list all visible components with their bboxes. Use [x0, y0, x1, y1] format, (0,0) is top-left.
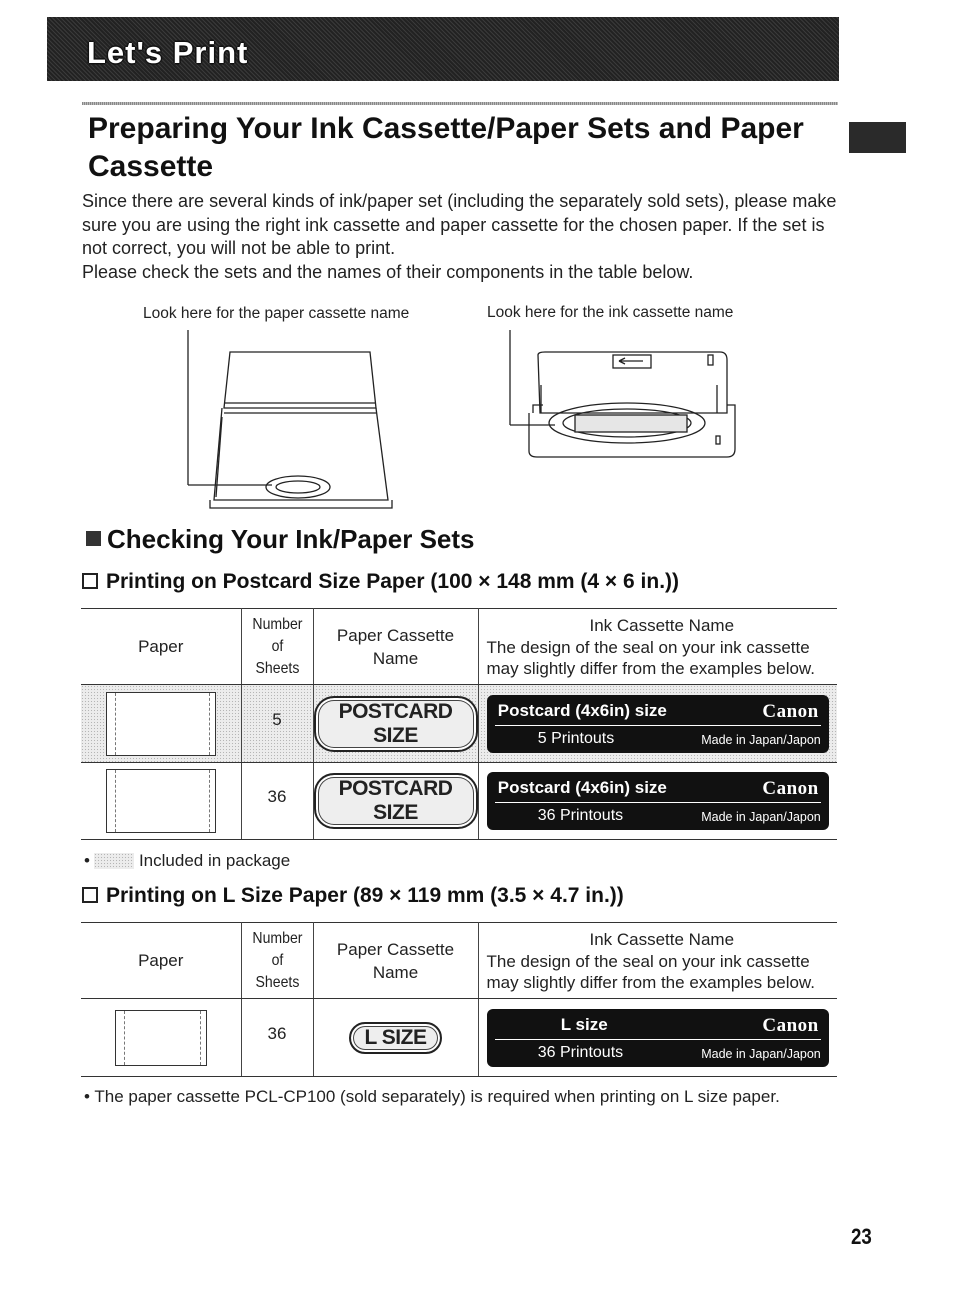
paper-thumbnail-cell [81, 685, 241, 763]
intro-paragraph: Since there are several kinds of ink/paper set (including the separately sold sets), please make sure you are using the right ink cassette and paper cassette for the chosen paper. If the set is not correct, you will not be able to print. [82, 191, 837, 258]
cassette-label-badge: POSTCARD SIZE [314, 773, 478, 829]
seal-origin: Made in Japan/Japon [701, 732, 821, 747]
checkbox-outline-icon [82, 887, 98, 903]
page-title: Preparing Your Ink Cassette/Paper Sets and Paper Cassette [88, 112, 804, 183]
canon-logo: Canon [762, 1014, 819, 1036]
seal-title: L size [560, 1014, 608, 1034]
seal-count: 5 Printouts [537, 729, 615, 747]
header-paper: Paper [81, 923, 241, 999]
ink-seal [487, 772, 829, 830]
table-header-row [81, 923, 837, 999]
sheets-cell: 36 [241, 999, 313, 1077]
header-sheets: Number of Sheets [241, 923, 313, 999]
seal-title: Postcard (4x6in) size [497, 700, 667, 720]
banner-title: Let's Print [87, 35, 249, 70]
seal-count: 36 Printouts [537, 1043, 624, 1061]
table-header-row [81, 609, 837, 685]
ink-seal-cell [478, 763, 837, 840]
section-title [86, 524, 475, 555]
table-row [81, 685, 837, 763]
lsize-note: • The paper cassette PCL-CP100 (sold separately) is required when printing on L size paper. [84, 1087, 780, 1106]
cassette-label-badge: L SIZE [349, 1022, 443, 1054]
postcard-subtitle [82, 570, 679, 594]
paper-cassette-cell [313, 999, 478, 1077]
ink-seal [487, 695, 829, 753]
table-row [81, 763, 837, 840]
ink-cassette-caption: Look here for the ink cassette name [487, 304, 734, 321]
cassette-label-badge: POSTCARD SIZE [314, 696, 478, 752]
lsize-sets-table [81, 922, 837, 1077]
seal-count: 36 Printouts [537, 807, 624, 824]
paper-sheet-icon [106, 692, 216, 756]
ink-seal-cell [478, 999, 837, 1077]
lsize-subtitle-text: Printing on L Size Paper (89 × 119 mm (3.5 × 4.7 in.)) [106, 884, 624, 907]
page-banner [47, 17, 839, 81]
paper-cassette-illustration [180, 325, 395, 510]
paper-sheet-icon [106, 769, 216, 833]
checkbox-outline-icon [82, 573, 98, 589]
ink-cassette-illustration [505, 325, 740, 460]
square-bullet-icon [86, 531, 101, 546]
header-paper-cassette: Paper Cassette Name [313, 923, 478, 999]
canon-logo: Canon [762, 700, 819, 722]
paper-thumbnail-cell [81, 763, 241, 840]
ink-seal-cell [478, 685, 837, 763]
header-sheets: Number of Sheets [241, 609, 313, 685]
legend-text: Included in package [138, 851, 291, 870]
canon-logo: Canon [762, 778, 819, 799]
seal-origin: Made in Japan/Japon [701, 1046, 821, 1061]
section-title-text: Checking Your Ink/Paper Sets [107, 524, 475, 554]
seal-origin: Made in Japan/Japon [701, 810, 821, 824]
intro-paragraph: Please check the sets and the names of their components in the table below. [82, 261, 694, 282]
lsize-note-text: The paper cassette PCL-CP100 (sold separately) is required when printing on L size paper. [94, 1087, 780, 1106]
legend-note: • Included in package [84, 851, 291, 870]
seal-title: Postcard (4x6in) size [497, 778, 667, 797]
sheets-cell: 36 [241, 763, 313, 840]
shaded-swatch-icon [94, 853, 134, 869]
table-row [81, 999, 837, 1077]
chapter-tab [849, 122, 906, 153]
postcard-sets-table [81, 608, 837, 840]
sheets-cell: 5 [241, 685, 313, 763]
header-rule [82, 102, 838, 105]
lsize-subtitle [82, 884, 624, 908]
postcard-subtitle-text: Printing on Postcard Size Paper (100 × 148 mm (4 × 6 in.)) [106, 570, 680, 593]
paper-thumbnail-cell [81, 999, 241, 1077]
page-number: 23 [851, 1224, 872, 1249]
header-ink-cassette: Ink Cassette Name The design of the seal on your ink cassette may slightly differ from the examples below. [478, 923, 837, 999]
intro-text [82, 190, 842, 284]
header-paper-cassette: Paper Cassette Name [313, 609, 478, 685]
paper-cassette-cell [313, 763, 478, 840]
paper-sheet-icon [115, 1010, 207, 1066]
paper-cassette-cell [313, 685, 478, 763]
ink-seal [487, 1009, 829, 1067]
header-ink-cassette: Ink Cassette Name The design of the seal on your ink cassette may slightly differ from the examples below. [478, 609, 837, 685]
header-paper: Paper [81, 609, 241, 685]
paper-cassette-caption: Look here for the paper cassette name [143, 305, 410, 322]
